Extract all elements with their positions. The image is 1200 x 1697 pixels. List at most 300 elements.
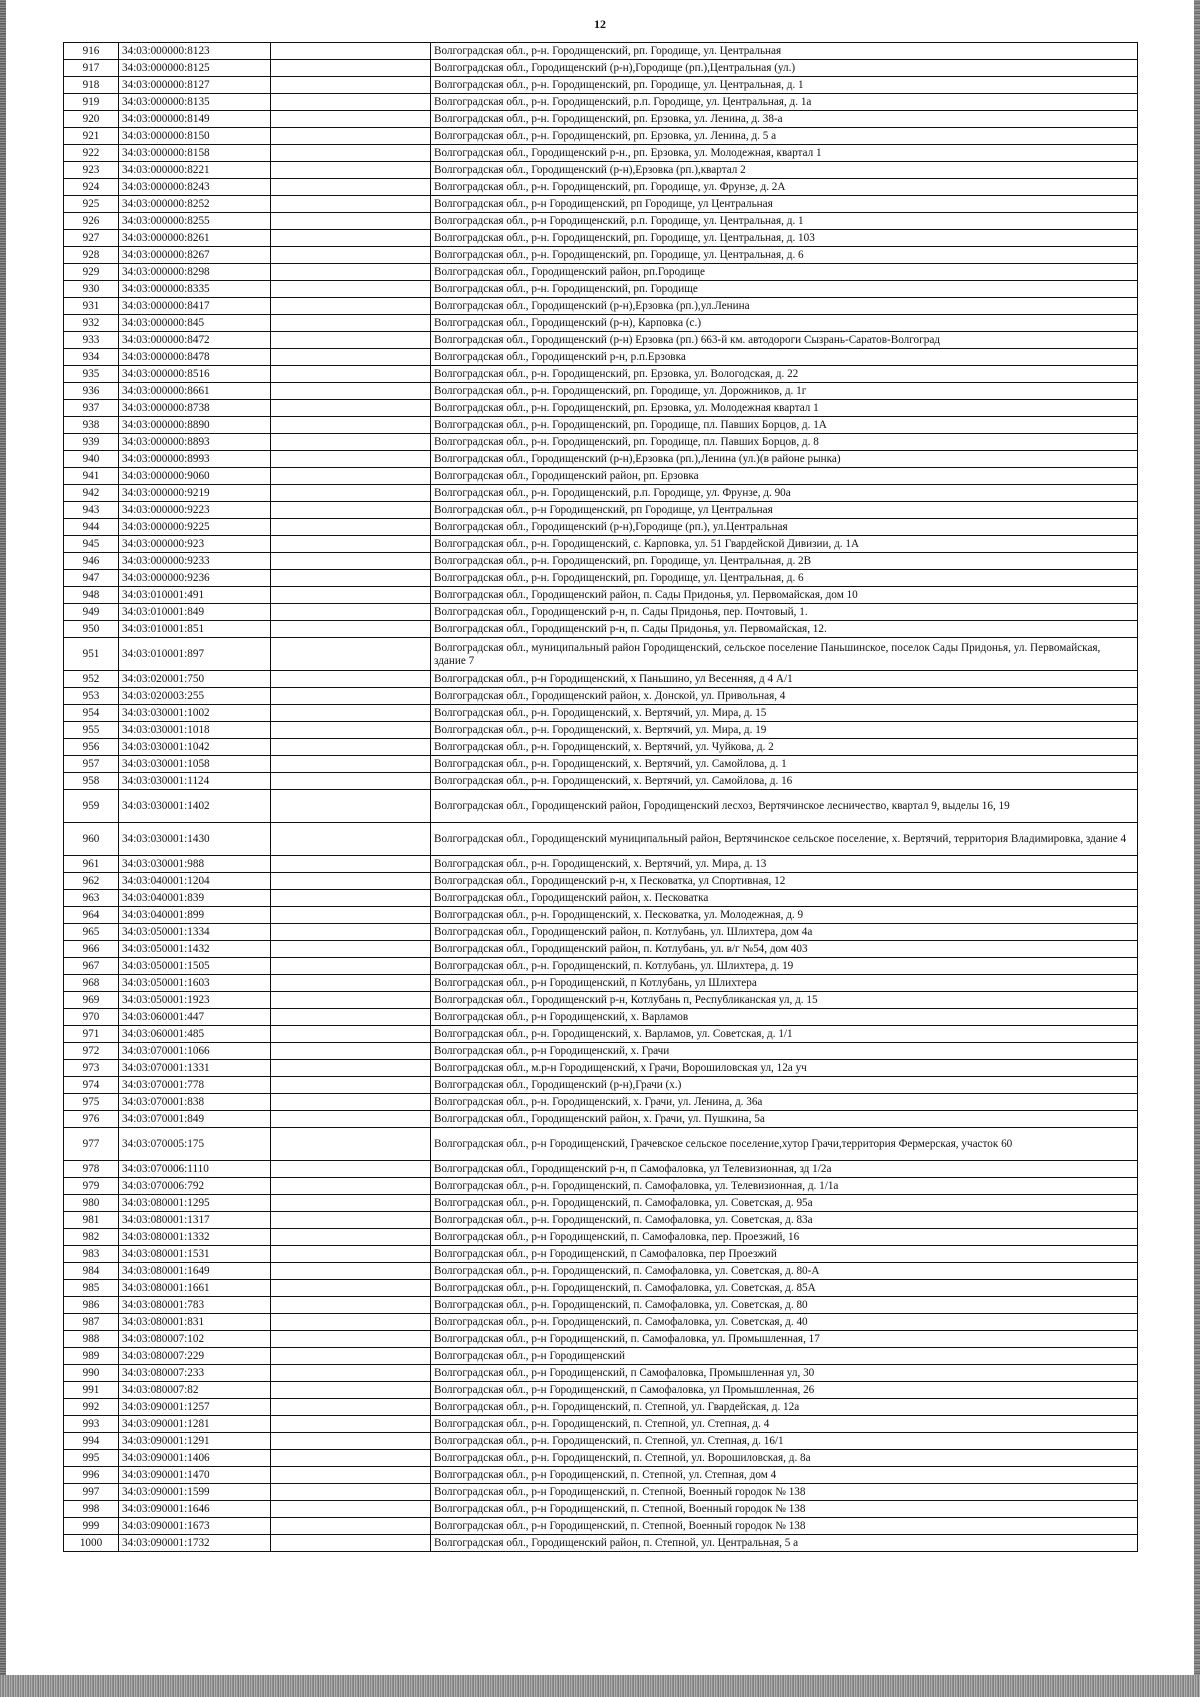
table-row [64, 553, 1138, 570]
empty-cell [271, 924, 431, 941]
cadastral-number-cell: 34:03:000000:8255 [119, 213, 271, 230]
cadastral-number-cell: 34:03:000000:9219 [119, 485, 271, 502]
address-cell: Волгоградская обл., р-н. Городищенский, х. Вертячий, ул. Мира, д. 15 [431, 705, 1138, 722]
address-cell: Волгоградская обл., р-н. Городищенский, рп. Городище, ул. Центральная, д. 2В [431, 553, 1138, 570]
table-row [64, 1314, 1138, 1331]
cadastral-number-cell: 34:03:080007:233 [119, 1365, 271, 1382]
cadastral-number-cell: 34:03:000000:8261 [119, 230, 271, 247]
row-number-cell: 1000 [64, 1535, 119, 1552]
table-row [64, 873, 1138, 890]
row-number-cell: 987 [64, 1314, 119, 1331]
address-cell: Волгоградская обл., р-н Городищенский, р.п. Городище, ул. Центральная, д. 1 [431, 213, 1138, 230]
cadastral-number-cell: 34:03:090001:1673 [119, 1518, 271, 1535]
row-number-cell: 996 [64, 1467, 119, 1484]
row-number-cell: 986 [64, 1297, 119, 1314]
cadastral-number-cell: 34:03:070001:1331 [119, 1060, 271, 1077]
empty-cell [271, 264, 431, 281]
empty-cell [271, 570, 431, 587]
empty-cell [271, 1043, 431, 1060]
table-row [64, 1178, 1138, 1195]
cadastral-number-cell: 34:03:000000:8267 [119, 247, 271, 264]
table-row [64, 604, 1138, 621]
row-number-cell: 924 [64, 179, 119, 196]
empty-cell [271, 179, 431, 196]
empty-cell [271, 128, 431, 145]
row-number-cell: 983 [64, 1246, 119, 1263]
address-cell: Волгоградская обл., Городищенский район, Городищенский лесхоз, Вертячинское лесничество, квартал 9, выделы 16, 19 [431, 790, 1138, 823]
cadastral-number-cell: 34:03:000000:8993 [119, 451, 271, 468]
table-row [64, 975, 1138, 992]
empty-cell [271, 604, 431, 621]
address-cell: Волгоградская обл., Городищенский район, х. Донской, ул. Привольная, 4 [431, 688, 1138, 705]
cadastral-number-cell: 34:03:000000:8252 [119, 196, 271, 213]
empty-cell [271, 1297, 431, 1314]
address-cell: Волгоградская обл., р-н. Городищенский, рп. Городище, ул. Центральная [431, 43, 1138, 60]
row-number-cell: 993 [64, 1416, 119, 1433]
row-number-cell: 944 [64, 519, 119, 536]
cadastral-number-cell: 34:03:030001:988 [119, 856, 271, 873]
row-number-cell: 954 [64, 705, 119, 722]
empty-cell [271, 1501, 431, 1518]
empty-cell [271, 890, 431, 907]
address-cell: Волгоградская обл., Городищенский район, х. Грачи, ул. Пушкина, 5а [431, 1111, 1138, 1128]
address-cell: Волгоградская обл., р-н. Городищенский, п. Степной, ул. Степная, д. 4 [431, 1416, 1138, 1433]
empty-cell [271, 1212, 431, 1229]
table-row [64, 196, 1138, 213]
row-number-cell: 998 [64, 1501, 119, 1518]
address-cell: Волгоградская обл., р-н. Городищенский, х. Вертячий, ул. Мира, д. 13 [431, 856, 1138, 873]
table-row [64, 1297, 1138, 1314]
cadastral-number-cell: 34:03:090001:1281 [119, 1416, 271, 1433]
address-cell: Волгоградская обл., Городищенский р-н, р.п.Ерзовка [431, 349, 1138, 366]
empty-cell [271, 468, 431, 485]
empty-cell [271, 1195, 431, 1212]
empty-cell [271, 705, 431, 722]
table-row [64, 1501, 1138, 1518]
address-cell: Волгоградская обл., р-н Городищенский, п Котлубань, ул Шлихтера [431, 975, 1138, 992]
cadastral-number-cell: 34:03:000000:8135 [119, 94, 271, 111]
cadastral-number-cell: 34:03:080007:102 [119, 1331, 271, 1348]
empty-cell [271, 1229, 431, 1246]
cadastral-number-cell: 34:03:080001:831 [119, 1314, 271, 1331]
empty-cell [271, 60, 431, 77]
address-cell: Волгоградская обл., Городищенский р-н., рп. Ерзовка, ул. Молодежная, квартал 1 [431, 145, 1138, 162]
table-row [64, 1246, 1138, 1263]
empty-cell [271, 992, 431, 1009]
address-cell: Волгоградская обл., р-н. Городищенский, х. Вертячий, ул. Чуйкова, д. 2 [431, 739, 1138, 756]
row-number-cell: 958 [64, 773, 119, 790]
table-row [64, 1212, 1138, 1229]
table-row [64, 400, 1138, 417]
address-cell: Волгоградская обл., Городищенский (р-н), Карповка (с.) [431, 315, 1138, 332]
row-number-cell: 936 [64, 383, 119, 400]
table-row [64, 315, 1138, 332]
row-number-cell: 967 [64, 958, 119, 975]
address-cell: Волгоградская обл., Городищенский (р-н),Городище (рп.),Центральная (ул.) [431, 60, 1138, 77]
cadastral-number-cell: 34:03:070006:1110 [119, 1161, 271, 1178]
table-row [64, 756, 1138, 773]
address-cell: Волгоградская обл., р-н. Городищенский, х. Песковатка, ул. Молодежная, д. 9 [431, 907, 1138, 924]
empty-cell [271, 519, 431, 536]
row-number-cell: 943 [64, 502, 119, 519]
cadastral-number-cell: 34:03:070005:175 [119, 1128, 271, 1161]
address-cell: Волгоградская обл., р-н. Городищенский, п. Самофаловка, ул. Советская, д. 83а [431, 1212, 1138, 1229]
cadastral-number-cell: 34:03:010001:849 [119, 604, 271, 621]
empty-cell [271, 621, 431, 638]
row-number-cell: 977 [64, 1128, 119, 1161]
table-row [64, 1060, 1138, 1077]
row-number-cell: 933 [64, 332, 119, 349]
empty-cell [271, 823, 431, 856]
empty-cell [271, 434, 431, 451]
address-cell: Волгоградская обл., р-н. Городищенский, п. Котлубань, ул. Шлихтера, д. 19 [431, 958, 1138, 975]
row-number-cell: 962 [64, 873, 119, 890]
address-cell: Волгоградская обл., р-н Городищенский, х. Варламов [431, 1009, 1138, 1026]
address-cell: Волгоградская обл., р-н. Городищенский, х. Вертячий, ул. Самойлова, д. 16 [431, 773, 1138, 790]
address-cell: Волгоградская обл., р-н. Городищенский, х. Вертячий, ул. Мира, д. 19 [431, 722, 1138, 739]
cadastral-number-cell: 34:03:090001:1470 [119, 1467, 271, 1484]
address-cell: Волгоградская обл., Городищенский (р-н),Ерзовка (рп.),квартал 2 [431, 162, 1138, 179]
empty-cell [271, 873, 431, 890]
cadastral-number-cell: 34:03:030001:1042 [119, 739, 271, 756]
row-number-cell: 953 [64, 688, 119, 705]
table-row [64, 570, 1138, 587]
row-number-cell: 988 [64, 1331, 119, 1348]
address-cell: Волгоградская обл., р-н Городищенский, п. Степной, ул. Степная, дом 4 [431, 1467, 1138, 1484]
cadastral-number-cell: 34:03:010001:851 [119, 621, 271, 638]
address-cell: Волгоградская обл., р-н. Городищенский, р.п. Городище, ул. Центральная, д. 1а [431, 94, 1138, 111]
table-row [64, 485, 1138, 502]
scan-right-edge [1194, 0, 1200, 1697]
cadastral-number-cell: 34:03:070006:792 [119, 1178, 271, 1195]
empty-cell [271, 485, 431, 502]
page-number: 12 [594, 17, 606, 31]
address-cell: Волгоградская обл., р-н Городищенский, п Самофаловка, ул Промышленная, 26 [431, 1382, 1138, 1399]
cadastral-number-cell: 34:03:000000:8123 [119, 43, 271, 60]
empty-cell [271, 856, 431, 873]
table-row [64, 992, 1138, 1009]
row-number-cell: 978 [64, 1161, 119, 1178]
address-cell: Волгоградская обл., р-н. Городищенский, х. Вертячий, ул. Самойлова, д. 1 [431, 756, 1138, 773]
address-cell: Волгоградская обл., р-н Городищенский, Грачевское сельское поселение,хутор Грачи,территория Фермерская, участок 60 [431, 1128, 1138, 1161]
address-cell: Волгоградская обл., р-н Городищенский, п. Самофаловка, пер. Проезжий, 16 [431, 1229, 1138, 1246]
table-row [64, 958, 1138, 975]
cadastral-number-cell: 34:03:000000:923 [119, 536, 271, 553]
cadastral-number-cell: 34:03:060001:447 [119, 1009, 271, 1026]
row-number-cell: 941 [64, 468, 119, 485]
empty-cell [271, 958, 431, 975]
empty-cell [271, 94, 431, 111]
cadastral-number-cell: 34:03:000000:8893 [119, 434, 271, 451]
table-row [64, 924, 1138, 941]
row-number-cell: 973 [64, 1060, 119, 1077]
address-cell: Волгоградская обл., Городищенский район, п. Котлубань, ул. в/г №54, дом 403 [431, 941, 1138, 958]
row-number-cell: 976 [64, 1111, 119, 1128]
cadastral-number-cell: 34:03:000000:8158 [119, 145, 271, 162]
table-row [64, 790, 1138, 823]
address-cell: Волгоградская обл., р-н. Городищенский, рп. Городище, пл. Павших Борцов, д. 1А [431, 417, 1138, 434]
address-cell: Волгоградская обл., Городищенский (р-н),Грачи (х.) [431, 1077, 1138, 1094]
address-cell: Волгоградская обл., Городищенский (р-н),Ерзовка (рп.),Ленина (ул.)(в районе рынка) [431, 451, 1138, 468]
cadastral-number-cell: 34:03:070001:1066 [119, 1043, 271, 1060]
row-number-cell: 994 [64, 1433, 119, 1450]
table-row [64, 1280, 1138, 1297]
empty-cell [271, 1263, 431, 1280]
row-number-cell: 921 [64, 128, 119, 145]
row-number-cell: 950 [64, 621, 119, 638]
table-row [64, 773, 1138, 790]
cadastral-number-cell: 34:03:000000:9060 [119, 468, 271, 485]
cadastral-number-cell: 34:03:090001:1732 [119, 1535, 271, 1552]
cadastral-number-cell: 34:03:040001:899 [119, 907, 271, 924]
empty-cell [271, 1246, 431, 1263]
address-cell: Волгоградская обл., р-н. Городищенский, рп. Городище, ул. Центральная, д. 6 [431, 570, 1138, 587]
row-number-cell: 992 [64, 1399, 119, 1416]
table-row [64, 1195, 1138, 1212]
row-number-cell: 947 [64, 570, 119, 587]
empty-cell [271, 213, 431, 230]
empty-cell [271, 111, 431, 128]
address-cell: Волгоградская обл., р-н. Городищенский, рп. Ерзовка, ул. Ленина, д. 38-а [431, 111, 1138, 128]
empty-cell [271, 349, 431, 366]
property-registry-table [63, 42, 1138, 1552]
cadastral-number-cell: 34:03:080001:1295 [119, 1195, 271, 1212]
cadastral-number-cell: 34:03:030001:1402 [119, 790, 271, 823]
cadastral-number-cell: 34:03:060001:485 [119, 1026, 271, 1043]
table-row [64, 77, 1138, 94]
address-cell: Волгоградская обл., р-н. Городищенский, рп. Городище, ул. Центральная, д. 103 [431, 230, 1138, 247]
table-row [64, 111, 1138, 128]
row-number-cell: 984 [64, 1263, 119, 1280]
cadastral-number-cell: 34:03:050001:1334 [119, 924, 271, 941]
cadastral-number-cell: 34:03:030001:1058 [119, 756, 271, 773]
address-cell: Волгоградская обл., р-н. Городищенский, рп. Ерзовка, ул. Вологодская, д. 22 [431, 366, 1138, 383]
address-cell: Волгоградская обл., р-н. Городищенский, п. Самофаловка, ул. Телевизионная, д. 1/1а [431, 1178, 1138, 1195]
cadastral-number-cell: 34:03:070001:849 [119, 1111, 271, 1128]
empty-cell [271, 1026, 431, 1043]
cadastral-number-cell: 34:03:000000:8478 [119, 349, 271, 366]
address-cell: Волгоградская обл., Городищенский муниципальный район, Вертячинское сельское поселение, х. Вертячий, территория Владимировка, здание 4 [431, 823, 1138, 856]
cadastral-number-cell: 34:03:000000:8472 [119, 332, 271, 349]
table-row [64, 722, 1138, 739]
row-number-cell: 990 [64, 1365, 119, 1382]
row-number-cell: 989 [64, 1348, 119, 1365]
empty-cell [271, 1433, 431, 1450]
empty-cell [271, 722, 431, 739]
address-cell: Волгоградская обл., Городищенский район, п. Котлубань, ул. Шлихтера, дом 4а [431, 924, 1138, 941]
table-row [64, 941, 1138, 958]
cadastral-number-cell: 34:03:050001:1505 [119, 958, 271, 975]
empty-cell [271, 587, 431, 604]
cadastral-number-cell: 34:03:000000:8125 [119, 60, 271, 77]
table-row [64, 907, 1138, 924]
address-cell: Волгоградская обл., р-н Городищенский, п Самофаловка, пер Проезжий [431, 1246, 1138, 1263]
cadastral-number-cell: 34:03:080001:1649 [119, 1263, 271, 1280]
table-row [64, 281, 1138, 298]
row-number-cell: 918 [64, 77, 119, 94]
table-row [64, 1331, 1138, 1348]
row-number-cell: 952 [64, 671, 119, 688]
table-row [64, 1365, 1138, 1382]
empty-cell [271, 196, 431, 213]
table-row [64, 60, 1138, 77]
empty-cell [271, 1382, 431, 1399]
empty-cell [271, 247, 431, 264]
address-cell: Волгоградская обл., р-н. Городищенский, рп. Городище, ул. Фрунзе, д. 2А [431, 179, 1138, 196]
empty-cell [271, 1094, 431, 1111]
address-cell: Волгоградская обл., р-н Городищенский, х Паньшино, ул Весенняя, д 4 А/1 [431, 671, 1138, 688]
table-row [64, 1382, 1138, 1399]
address-cell: Волгоградская обл., Городищенский район, х. Песковатка [431, 890, 1138, 907]
row-number-cell: 940 [64, 451, 119, 468]
cadastral-number-cell: 34:03:090001:1646 [119, 1501, 271, 1518]
table-row [64, 264, 1138, 281]
empty-cell [271, 1009, 431, 1026]
cadastral-number-cell: 34:03:020003:255 [119, 688, 271, 705]
row-number-cell: 922 [64, 145, 119, 162]
empty-cell [271, 315, 431, 332]
table-row [64, 349, 1138, 366]
table-row [64, 1077, 1138, 1094]
registry-body [64, 43, 1138, 1552]
row-number-cell: 963 [64, 890, 119, 907]
cadastral-number-cell: 34:03:050001:1923 [119, 992, 271, 1009]
empty-cell [271, 756, 431, 773]
row-number-cell: 929 [64, 264, 119, 281]
row-number-cell: 942 [64, 485, 119, 502]
row-number-cell: 927 [64, 230, 119, 247]
cadastral-number-cell: 34:03:000000:8335 [119, 281, 271, 298]
cadastral-number-cell: 34:03:080001:783 [119, 1297, 271, 1314]
table-row [64, 890, 1138, 907]
empty-cell [271, 383, 431, 400]
cadastral-number-cell: 34:03:050001:1603 [119, 975, 271, 992]
empty-cell [271, 1178, 431, 1195]
address-cell: Волгоградская обл., р-н Городищенский, п. Степной, Военный городок № 138 [431, 1518, 1138, 1535]
empty-cell [271, 332, 431, 349]
row-number-cell: 955 [64, 722, 119, 739]
empty-cell [271, 790, 431, 823]
empty-cell [271, 773, 431, 790]
cadastral-number-cell: 34:03:090001:1599 [119, 1484, 271, 1501]
table-row [64, 128, 1138, 145]
row-number-cell: 948 [64, 587, 119, 604]
empty-cell [271, 417, 431, 434]
row-number-cell: 938 [64, 417, 119, 434]
cadastral-number-cell: 34:03:000000:8516 [119, 366, 271, 383]
table-row [64, 1229, 1138, 1246]
table-row [64, 856, 1138, 873]
cadastral-number-cell: 34:03:030001:1430 [119, 823, 271, 856]
row-number-cell: 971 [64, 1026, 119, 1043]
table-row [64, 468, 1138, 485]
cadastral-number-cell: 34:03:000000:8221 [119, 162, 271, 179]
table-row [64, 434, 1138, 451]
address-cell: Волгоградская обл., р-н Городищенский, п. Самофаловка, ул. Промышленная, 17 [431, 1331, 1138, 1348]
cadastral-number-cell: 34:03:040001:1204 [119, 873, 271, 890]
address-cell: Волгоградская обл., Городищенский район, п. Сады Придонья, ул. Первомайская, дом 10 [431, 587, 1138, 604]
table-row [64, 739, 1138, 756]
row-number-cell: 926 [64, 213, 119, 230]
address-cell: Волгоградская обл., муниципальный район Городищенский, сельское поселение Паньшинское, поселок Сады Придонья, ул. Первомайская, здание 7 [431, 638, 1138, 671]
address-cell: Волгоградская обл., р-н. Городищенский, х. Варламов, ул. Советская, д. 1/1 [431, 1026, 1138, 1043]
empty-cell [271, 1518, 431, 1535]
address-cell: Волгоградская обл., р-н. Городищенский, рп. Ерзовка, ул. Молодежная квартал 1 [431, 400, 1138, 417]
empty-cell [271, 1331, 431, 1348]
cadastral-number-cell: 34:03:030001:1002 [119, 705, 271, 722]
cadastral-number-cell: 34:03:030001:1124 [119, 773, 271, 790]
row-number-cell: 949 [64, 604, 119, 621]
empty-cell [271, 1077, 431, 1094]
cadastral-number-cell: 34:03:000000:8661 [119, 383, 271, 400]
empty-cell [271, 688, 431, 705]
empty-cell [271, 281, 431, 298]
table-row [64, 1111, 1138, 1128]
cadastral-number-cell: 34:03:000000:9236 [119, 570, 271, 587]
row-number-cell: 928 [64, 247, 119, 264]
cadastral-number-cell: 34:03:090001:1291 [119, 1433, 271, 1450]
table-row [64, 621, 1138, 638]
table-row [64, 1161, 1138, 1178]
row-number-cell: 981 [64, 1212, 119, 1229]
cadastral-number-cell: 34:03:070001:838 [119, 1094, 271, 1111]
table-row [64, 1263, 1138, 1280]
address-cell: Волгоградская обл., Городищенский р-н, п. Сады Придонья, ул. Первомайская, 12. [431, 621, 1138, 638]
empty-cell [271, 907, 431, 924]
table-row [64, 417, 1138, 434]
address-cell: Волгоградская обл., р-н. Городищенский, п. Степной, ул. Гвардейская, д. 12а [431, 1399, 1138, 1416]
empty-cell [271, 1280, 431, 1297]
table-row [64, 1348, 1138, 1365]
empty-cell [271, 1535, 431, 1552]
cadastral-number-cell: 34:03:080001:1332 [119, 1229, 271, 1246]
row-number-cell: 939 [64, 434, 119, 451]
cadastral-number-cell: 34:03:000000:8243 [119, 179, 271, 196]
row-number-cell: 934 [64, 349, 119, 366]
address-cell: Волгоградская обл., р-н Городищенский, рп Городище, ул Центральная [431, 196, 1138, 213]
row-number-cell: 968 [64, 975, 119, 992]
address-cell: Волгоградская обл., р-н. Городищенский, рп. Городище, пл. Павших Борцов, д. 8 [431, 434, 1138, 451]
address-cell: Волгоградская обл., р-н. Городищенский, х. Грачи, ул. Ленина, д. 36а [431, 1094, 1138, 1111]
table-row [64, 230, 1138, 247]
table-row [64, 1026, 1138, 1043]
table-row [64, 43, 1138, 60]
address-cell: Волгоградская обл., р-н Городищенский [431, 1348, 1138, 1365]
row-number-cell: 991 [64, 1382, 119, 1399]
row-number-cell: 937 [64, 400, 119, 417]
cadastral-number-cell: 34:03:070001:778 [119, 1077, 271, 1094]
address-cell: Волгоградская обл., Городищенский (р-н),Ерзовка (рп.),ул.Ленина [431, 298, 1138, 315]
empty-cell [271, 1060, 431, 1077]
address-cell: Волгоградская обл., р-н. Городищенский, р.п. Городище, ул. Фрунзе, д. 90а [431, 485, 1138, 502]
address-cell: Волгоградская обл., Городищенский (р-н),Городище (рп.), ул.Центральная [431, 519, 1138, 536]
empty-cell [271, 145, 431, 162]
table-row [64, 383, 1138, 400]
address-cell: Волгоградская обл., Городищенский район, рп. Ерзовка [431, 468, 1138, 485]
row-number-cell: 930 [64, 281, 119, 298]
cadastral-number-cell: 34:03:000000:8738 [119, 400, 271, 417]
table-row [64, 1399, 1138, 1416]
address-cell: Волгоградская обл., р-н. Городищенский, рп. Городище, ул. Дорожников, д. 1г [431, 383, 1138, 400]
address-cell: Волгоградская обл., Городищенский р-н, Котлубань п, Республиканская ул, д. 15 [431, 992, 1138, 1009]
row-number-cell: 945 [64, 536, 119, 553]
table-row [64, 688, 1138, 705]
row-number-cell: 975 [64, 1094, 119, 1111]
row-number-cell: 951 [64, 638, 119, 671]
row-number-cell: 982 [64, 1229, 119, 1246]
table-row [64, 213, 1138, 230]
table-row [64, 1467, 1138, 1484]
